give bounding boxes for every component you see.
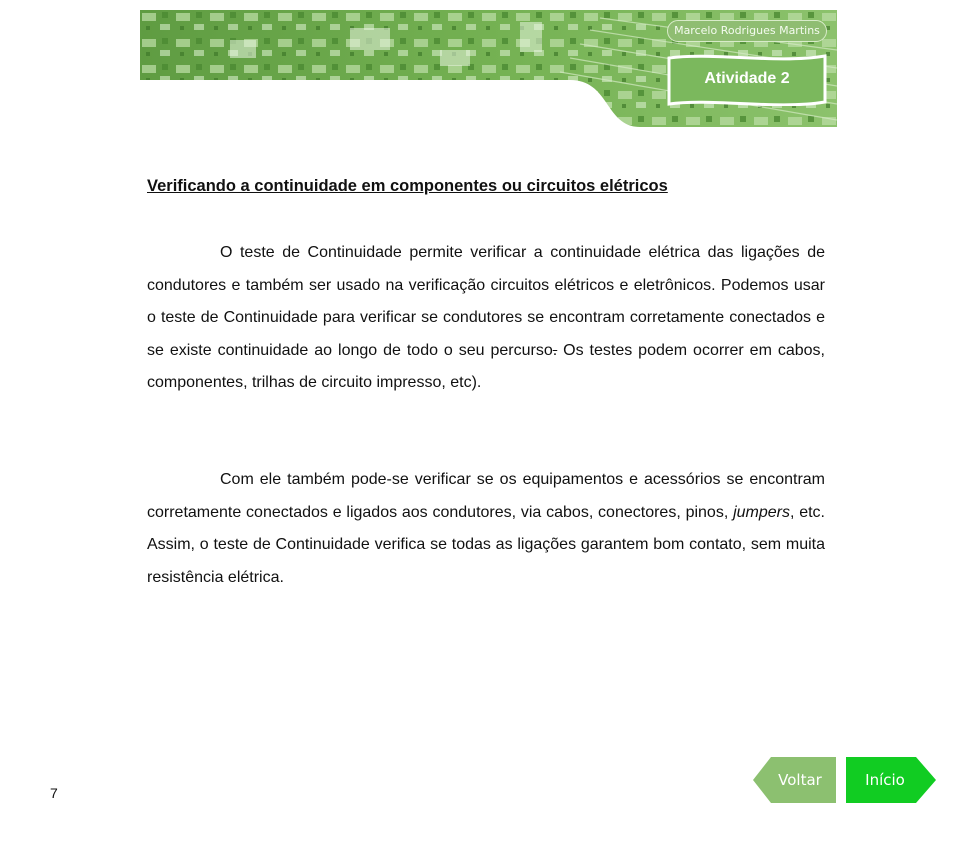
paragraph-1-text-b: Os testes podem ocorrer em cabos, componentes, trilhas de circuito impresso, etc). xyxy=(147,341,825,391)
home-button[interactable] xyxy=(846,757,936,803)
back-button[interactable] xyxy=(753,757,836,803)
paragraph-1 xyxy=(147,237,825,400)
paragraph-1-struck-text: . xyxy=(552,341,558,359)
activity-flag xyxy=(667,54,827,106)
paragraph-2-text-b: , etc. Assim, o teste de Continuidade verifica se todas as ligações garantem bom contato, sem muita resistência elétrica. xyxy=(147,503,825,586)
paragraph-2-text-a: Com ele também pode-se verificar se os equipamentos e acessórios se encontram corretamente conectados e ligados aos condutores, via cabos, conectores, pinos, xyxy=(147,471,825,521)
paragraph-1-text-a: O teste de Continuidade permite verificar a continuidade elétrica das ligações de condutores e também ser usado na verificação circuitos elétricos e eletrônicos. Podemos usar o teste de Continuidade para verificar se condutores se encontram corretamente conectados e se existe continuidade ao longo de todo o seu percurso xyxy=(147,244,825,359)
author-badge: Marcelo Rodrigues Martins xyxy=(667,20,827,42)
home-button-label: Início xyxy=(865,771,905,789)
document-title: Verificando a continuidade em componentes ou circuitos elétricos xyxy=(147,177,668,195)
page-number: 7 xyxy=(50,785,58,801)
paragraph-2 xyxy=(147,464,825,594)
activity-title: Atividade 2 xyxy=(704,70,790,87)
back-button-label: Voltar xyxy=(778,771,822,789)
paragraph-2-italic-term: jumpers xyxy=(733,503,790,521)
